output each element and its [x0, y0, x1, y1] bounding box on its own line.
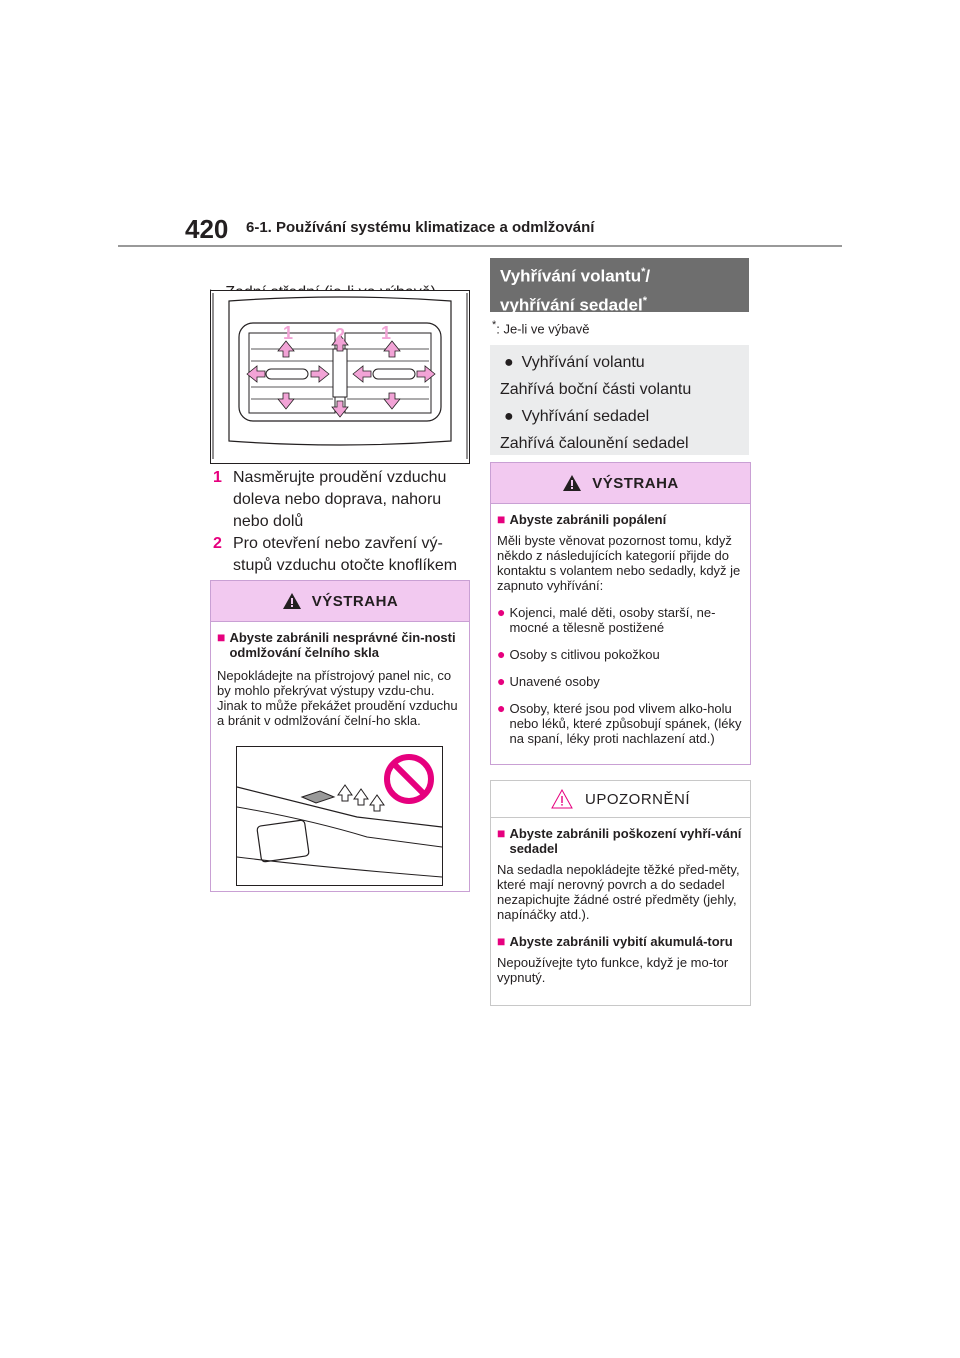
asterisk-1: * — [641, 266, 646, 278]
step-1 — [213, 467, 468, 533]
pink-dot-icon: ● — [497, 604, 506, 620]
list-item — [497, 674, 744, 689]
heating-feature-list — [490, 345, 749, 455]
list-item — [497, 605, 744, 635]
footnote-text: : Je-li ve výbavě — [496, 321, 590, 337]
caution-header-label: UPOZORNĚNÍ — [584, 790, 690, 808]
point-text: Osoby, které jsou pod vlivem alko-holu nebo léků, které způsobují spánek, (léky na spaní, léky proti nachlazení atd.) — [509, 701, 742, 746]
step-number: 2 — [213, 535, 222, 552]
figure-label-2: 2 — [335, 325, 346, 345]
warning-body: Měli byste věnovat pozornost tomu, když někdo z následujících kategorií přijde do kontaktu s volantem nebo sedadly, když je zapnuto vyhřívání: — [497, 533, 741, 593]
footnote — [492, 319, 589, 336]
rear-vent-illustration — [210, 290, 470, 464]
figure-label-1-right: 1 — [381, 323, 392, 343]
figure-label-1-left: 1 — [283, 323, 294, 343]
warning-header-label: VÝSTRAHA — [592, 474, 679, 492]
point-text: Unavené osoby — [509, 674, 600, 689]
list-item — [500, 376, 739, 403]
feature-title: Vyhřívání sedadel — [521, 407, 650, 425]
step-text: Pro otevření nebo zavření vý-stupů vzduchu otočte knoflíkem — [233, 535, 458, 574]
warning-triangle-icon — [282, 592, 302, 610]
heating-heading — [490, 258, 749, 315]
list-item — [500, 349, 739, 376]
warning-title-text: Abyste zabránili nesprávné čin-nosti odmlžování čelního skla — [229, 630, 456, 660]
caution-triangle-icon — [551, 789, 573, 809]
square-bullet-icon: ■ — [497, 933, 506, 949]
square-bullet-icon: ■ — [497, 511, 506, 527]
warning-header-label: VÝSTRAHA — [311, 592, 399, 610]
section-title: 6-1. Používání systému klimatizace a odmlžování — [246, 219, 595, 236]
heading-line-1: Vyhřívání volantu — [500, 266, 642, 286]
caution-body: Na sedadla nepokládejte těžké před-měty, které mají nerovný povrch a do sedadel nezapichujte žádné ostré předměty (jehly, napínáčky atd.). — [497, 862, 740, 922]
warning-title — [217, 630, 463, 660]
caution-title-text: Abyste zabránili poškození vyhří-vání sedadel — [509, 826, 742, 856]
bullet-dot-icon: ● — [504, 353, 514, 371]
warning-box-burns — [490, 462, 751, 765]
warning-title — [497, 512, 744, 527]
warning-title-text: Abyste zabránili popálení — [509, 512, 667, 527]
warning-header — [211, 581, 469, 622]
footnote-mark: * — [492, 319, 497, 331]
caution-box — [490, 780, 751, 1006]
dashboard-prohibited-illustration — [236, 746, 443, 886]
asterisk-2: * — [642, 294, 647, 307]
page-number: 420 — [185, 214, 229, 244]
heading-slash: / — [645, 266, 651, 286]
caution-title-text: Abyste zabránili vybití akumulá-toru — [509, 934, 733, 949]
step-number: 1 — [213, 469, 222, 486]
heading-line-2: vyhřívání sedadel — [500, 295, 643, 315]
feature-desc: Zahřívá čalounění sedadel — [500, 434, 689, 452]
list-item — [500, 430, 739, 457]
warning-triangle-icon — [562, 474, 582, 492]
pink-dot-icon: ● — [497, 646, 506, 662]
caution-title — [497, 826, 744, 856]
feature-desc: Zahřívá boční části volantu — [500, 380, 692, 398]
list-item — [497, 701, 744, 746]
caution-body: Nepoužívejte tyto funkce, když je mo-tor vypnutý. — [497, 955, 729, 985]
square-bullet-icon: ■ — [217, 629, 226, 645]
warning-body: Nepokládejte na přístrojový panel nic, co by mohlo překrývat výstupy vzdu-chu. Jinak to může překážet proudění vzduchu a bránit v odmlžování čelní-ho skla. — [217, 668, 458, 728]
caution-title — [497, 934, 744, 949]
point-text: Kojenci, malé děti, osoby starší, ne-mocné a tělesně postižené — [509, 605, 716, 635]
step-text: Nasměrujte proudění vzduchu doleva nebo doprava, nahoru nebo dolů — [233, 469, 447, 530]
point-text: Osoby s citlivou pokožkou — [509, 647, 660, 662]
list-item — [497, 647, 744, 662]
feature-title: Vyhřívání volantu — [521, 353, 645, 371]
caution-header — [491, 781, 750, 818]
pink-dot-icon: ● — [497, 673, 506, 689]
step-2 — [213, 533, 468, 577]
square-bullet-icon: ■ — [497, 825, 506, 841]
list-item — [500, 403, 739, 430]
bullet-dot-icon: ● — [504, 407, 514, 425]
warning-header — [491, 463, 750, 504]
rear-vent-drawing — [211, 291, 469, 463]
header-rule — [118, 245, 842, 247]
dashboard-drawing — [237, 747, 442, 885]
pink-dot-icon: ● — [497, 700, 506, 716]
